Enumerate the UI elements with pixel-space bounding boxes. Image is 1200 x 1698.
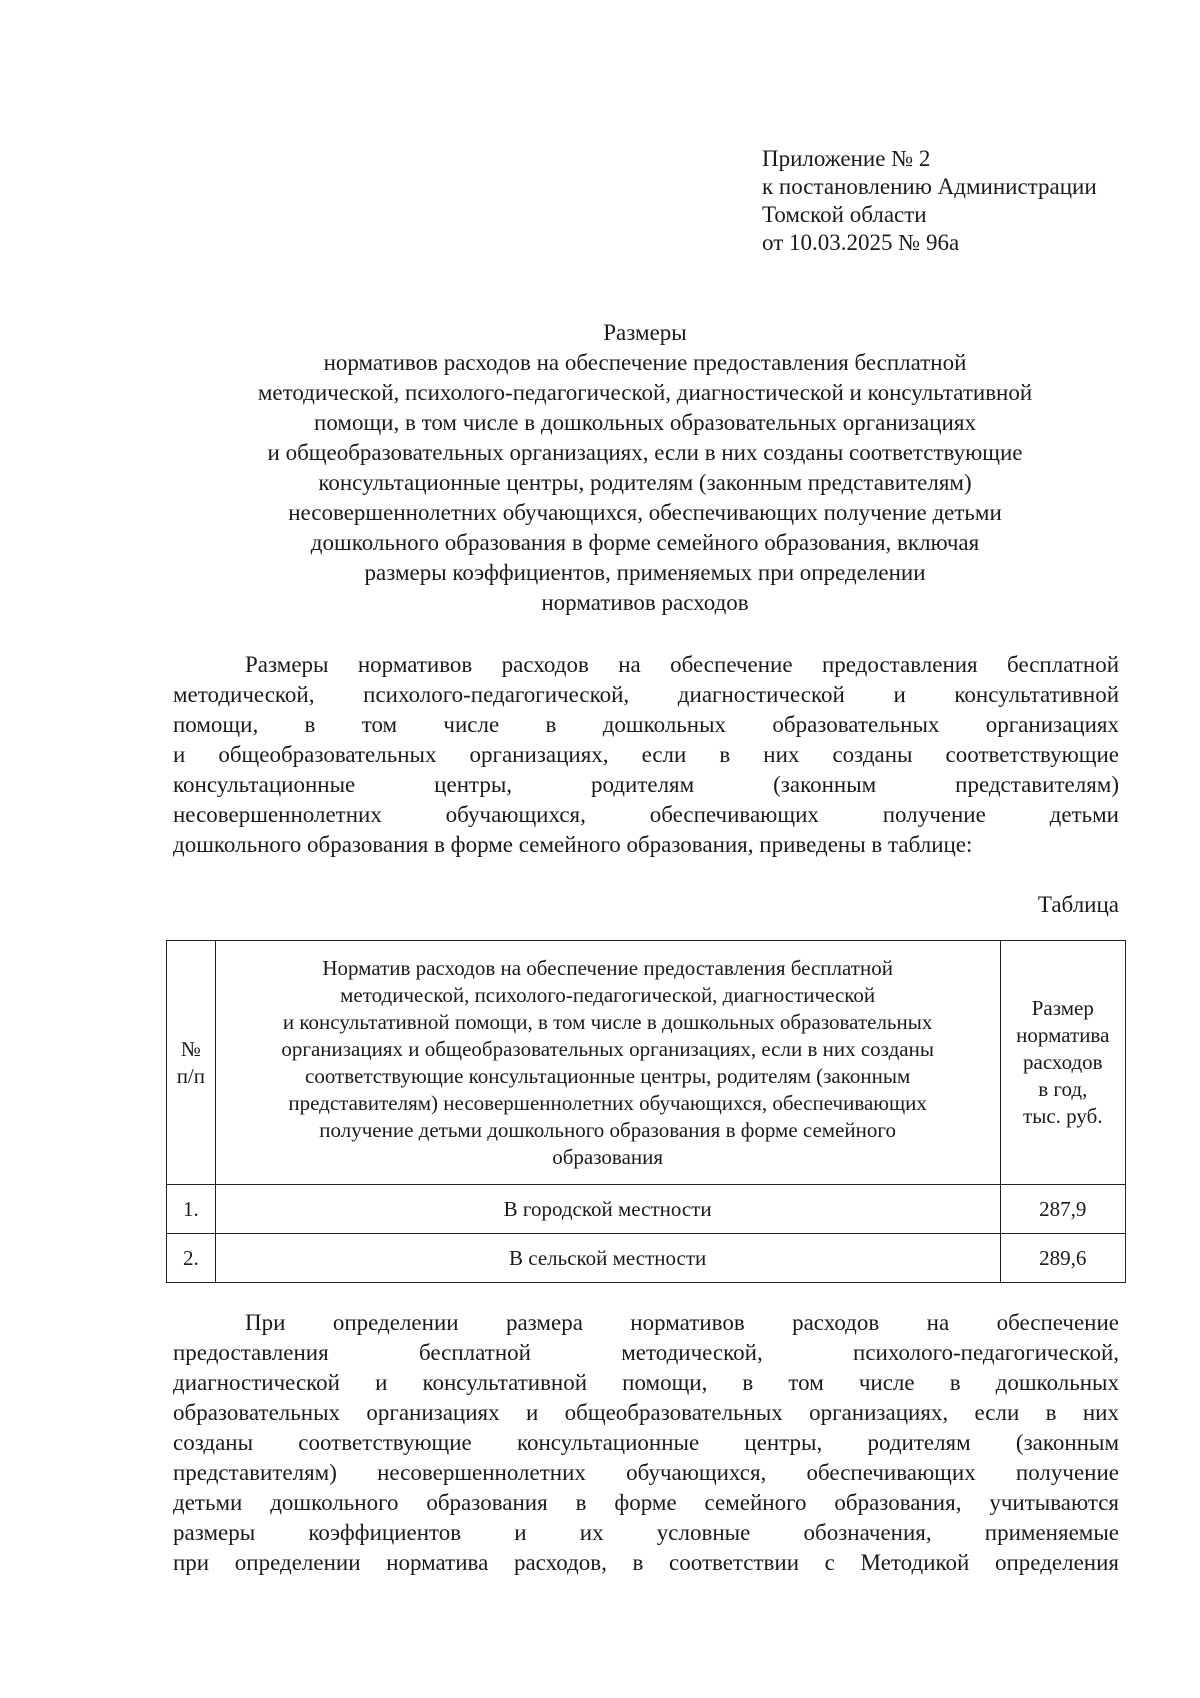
paragraph-line: консультационные центры, родителям (законным представителям) xyxy=(173,772,1119,797)
paragraph-line: При определении размера нормативов расходов на обеспечение xyxy=(245,1310,1119,1335)
table-row xyxy=(167,1185,1126,1234)
header-text: методической, психолого-педагогической, диагностической xyxy=(340,982,876,1007)
title-line: нормативов расходов xyxy=(541,590,749,615)
header-text: соответствующие консультационные центры, родителям (законным xyxy=(305,1063,911,1088)
title-line: дошкольного образования в форме семейного образования, включая xyxy=(310,530,980,555)
header-text: Норматив расходов на обеспечение предоставления бесплатной xyxy=(322,955,893,980)
title-line: нормативов расходов на обеспечение предоставления бесплатной xyxy=(323,350,967,375)
row-name: В городской местности xyxy=(215,1185,1000,1234)
appendix-line: к постановлению Администрации xyxy=(762,174,1097,199)
paragraph-line: и общеобразовательных организациях, если в них созданы соответствующие xyxy=(173,742,1119,767)
table-caption: Таблица xyxy=(1037,892,1119,917)
header-cell-name xyxy=(215,941,1000,1185)
document-title xyxy=(160,318,1130,618)
paragraph-line: предоставления бесплатной методической, психолого-педагогической, xyxy=(173,1340,1119,1365)
title-line: методической, психолого-педагогической, диагностической и консультативной xyxy=(257,380,1033,405)
paragraph-line: детьми дошкольного образования в форме семейного образования, учитываются xyxy=(173,1490,1119,1515)
header-text: в год, xyxy=(1038,1077,1088,1101)
paragraph-line: Размеры нормативов расходов на обеспечение предоставления бесплатной xyxy=(245,652,1119,677)
row-name: В сельской местности xyxy=(215,1234,1000,1283)
row-value: 289,6 xyxy=(1000,1234,1125,1283)
paragraph-line: методической, психолого-педагогической, диагностической и консультативной xyxy=(173,682,1119,707)
paragraph-line: размеры коэффициентов и их условные обозначения, применяемые xyxy=(173,1520,1119,1545)
header-text: Размер xyxy=(1031,996,1094,1020)
paragraph-line: представителям) несовершеннолетних обучающихся, обеспечивающих получение xyxy=(173,1460,1119,1485)
table-row xyxy=(167,1234,1126,1283)
paragraph-line: диагностической и консультативной помощи, в том числе в дошкольных xyxy=(173,1370,1119,1395)
header-text: тыс. руб. xyxy=(1023,1104,1103,1128)
table-header-row xyxy=(167,941,1126,1185)
title-line: размеры коэффициентов, применяемых при определении xyxy=(364,560,926,585)
intro-paragraph xyxy=(173,650,1119,860)
row-value: 287,9 xyxy=(1000,1185,1125,1234)
header-text: п/п xyxy=(176,1063,205,1088)
paragraph-line: созданы соответствующие консультационные центры, родителям (законным xyxy=(173,1430,1119,1455)
norms-table xyxy=(166,940,1126,1283)
row-number: 1. xyxy=(167,1185,216,1234)
appendix-line: Приложение № 2 xyxy=(762,146,931,171)
title-line: несовершеннолетних обучающихся, обеспечивающих получение детьми xyxy=(288,500,1002,525)
paragraph-line: образовательных организациях и общеобразовательных организациях, если в них xyxy=(173,1400,1119,1425)
coefficients-paragraph xyxy=(173,1308,1119,1578)
header-text: получение детьми дошкольного образования в форме семейного xyxy=(319,1117,896,1142)
paragraph-line: при определении норматива расходов, в соответствии с Методикой определения xyxy=(173,1550,1119,1575)
appendix-line: от 10.03.2025 № 96а xyxy=(762,230,960,255)
header-text: образования xyxy=(552,1144,664,1169)
title-line: помощи, в том числе в дошкольных образовательных организациях xyxy=(314,410,976,435)
paragraph-line: дошкольного образования в форме семейного образования, приведены в таблице: xyxy=(173,832,973,857)
title-line: консультационные центры, родителям (законным представителям) xyxy=(318,470,972,495)
appendix-line: Томской области xyxy=(762,202,927,227)
header-text: № xyxy=(180,1036,201,1061)
header-text: и консультативной помощи, в том числе в дошкольных образовательных xyxy=(282,1009,933,1034)
header-cell-value xyxy=(1000,941,1125,1185)
title-line: и общеобразовательных организациях, если в них созданы соответствующие xyxy=(267,440,1023,465)
header-text: норматива xyxy=(1016,1023,1110,1047)
row-number: 2. xyxy=(167,1234,216,1283)
title-line: Размеры xyxy=(603,320,687,345)
paragraph-line: помощи, в том числе в дошкольных образовательных организациях xyxy=(173,712,1119,737)
header-text: расходов xyxy=(1023,1050,1103,1074)
header-cell-number xyxy=(167,941,216,1185)
header-text: организациях и общеобразовательных организациях, если в них созданы xyxy=(281,1036,934,1061)
appendix-reference xyxy=(762,145,1097,257)
paragraph-line: несовершеннолетних обучающихся, обеспечивающих получение детьми xyxy=(173,802,1119,827)
header-text: представителям) несовершеннолетних обучающихся, обеспечивающих xyxy=(288,1090,927,1115)
